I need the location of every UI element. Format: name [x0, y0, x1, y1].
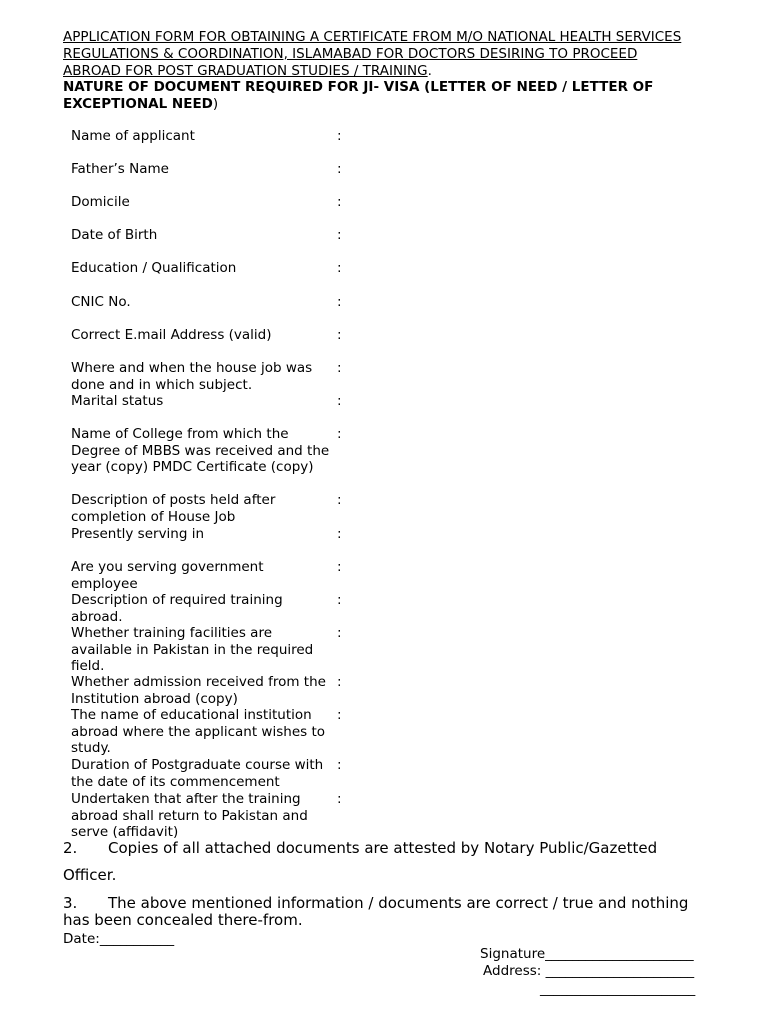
nature-of-document-close-paren: )	[212, 96, 219, 112]
field-colon: :	[337, 194, 342, 210]
field-label-undertaking: Undertaken that after the training abroad shall return to Pakistan and serve (affidavit)	[71, 791, 308, 840]
field-label-fathers-name: Father’s Name	[71, 161, 169, 177]
field-colon: :	[337, 674, 342, 690]
field-label-course-duration: Duration of Postgraduate course with the date of its commencement	[71, 757, 324, 790]
form-title-line-3-period: .	[427, 63, 432, 79]
field-colon: :	[337, 360, 342, 376]
field-label-government-employee: Are you serving government employee	[71, 559, 264, 592]
field-label-posts-held: Description of posts held after completion of House Job	[71, 492, 276, 525]
field-colon: :	[337, 492, 342, 508]
item-3-number: 3.	[63, 894, 78, 912]
address-field: Address: ______________________	[483, 963, 695, 979]
field-label-house-job: Where and when the house job was done and in which subject.	[71, 360, 313, 393]
nature-of-document-line-2	[63, 96, 743, 113]
field-label-date-of-birth: Date of Birth	[71, 227, 158, 243]
form-title-line-2: REGULATIONS & COORDINATION, ISLAMABAD FOR DOCTORS DESIRING TO PROCEED	[63, 46, 638, 62]
item-2-text: Copies of all attached documents are attested by Notary Public/Gazetted	[108, 839, 658, 857]
form-title-line-1: APPLICATION FORM FOR OBTAINING A CERTIFICATE FROM M/O NATIONAL HEALTH SERVICES	[63, 29, 682, 45]
field-colon: :	[337, 625, 342, 641]
field-label-marital-status: Marital status	[71, 393, 164, 409]
field-label-college: Name of College from which the Degree of MBBS was received and the year (copy) PMDC Certificate (copy)	[71, 426, 330, 475]
field-label-email: Correct E.mail Address (valid)	[71, 327, 272, 343]
field-colon: :	[337, 757, 342, 773]
item-3-text: The above mentioned information / documents are correct / true and nothing	[108, 894, 689, 912]
field-colon: :	[337, 592, 342, 608]
field-colon: :	[337, 327, 342, 343]
signature-field: Signature______________________	[480, 946, 694, 962]
item-3-line-2: has been concealed there-from.	[63, 911, 303, 929]
field-label-required-training: Description of required training abroad.	[71, 592, 283, 625]
field-colon: :	[337, 393, 342, 409]
field-label-cnic: CNIC No.	[71, 294, 131, 310]
address-line-2: _______________________	[540, 981, 696, 997]
field-colon: :	[337, 426, 342, 442]
field-colon: :	[337, 294, 342, 310]
form-title-line-3	[63, 63, 723, 80]
field-colon: :	[337, 791, 342, 807]
item-3-line-1	[63, 895, 743, 912]
item-2-line-2: Officer.	[63, 866, 117, 884]
field-label-institution-abroad: The name of educational institution abroad where the applicant wishes to study.	[71, 707, 326, 756]
field-colon: :	[337, 707, 342, 723]
field-label-education: Education / Qualification	[71, 260, 237, 276]
field-label-name-of-applicant: Name of applicant	[71, 128, 195, 144]
field-colon: :	[337, 227, 342, 243]
item-2-line-1	[63, 840, 743, 857]
item-2-number: 2.	[63, 839, 78, 857]
field-colon: :	[337, 260, 342, 276]
nature-of-document-line-1: NATURE OF DOCUMENT REQUIRED FOR JI- VISA (LETTER OF NEED / LETTER OF	[63, 79, 654, 95]
field-colon: :	[337, 559, 342, 575]
field-colon: :	[337, 526, 342, 542]
field-label-training-facilities: Whether training facilities are available in Pakistan in the required field.	[71, 625, 314, 674]
field-label-admission-received: Whether admission received from the Institution abroad (copy)	[71, 674, 326, 707]
field-colon: :	[337, 128, 342, 144]
field-colon: :	[337, 161, 342, 177]
form-title-line-3-text: ABROAD FOR POST GRADUATION STUDIES / TRAINING	[63, 63, 428, 79]
date-field: Date:___________	[63, 931, 175, 947]
field-label-presently-serving: Presently serving in	[71, 526, 205, 542]
nature-of-document-line-2-text: EXCEPTIONAL NEED	[63, 96, 213, 112]
field-label-domicile: Domicile	[71, 194, 130, 210]
